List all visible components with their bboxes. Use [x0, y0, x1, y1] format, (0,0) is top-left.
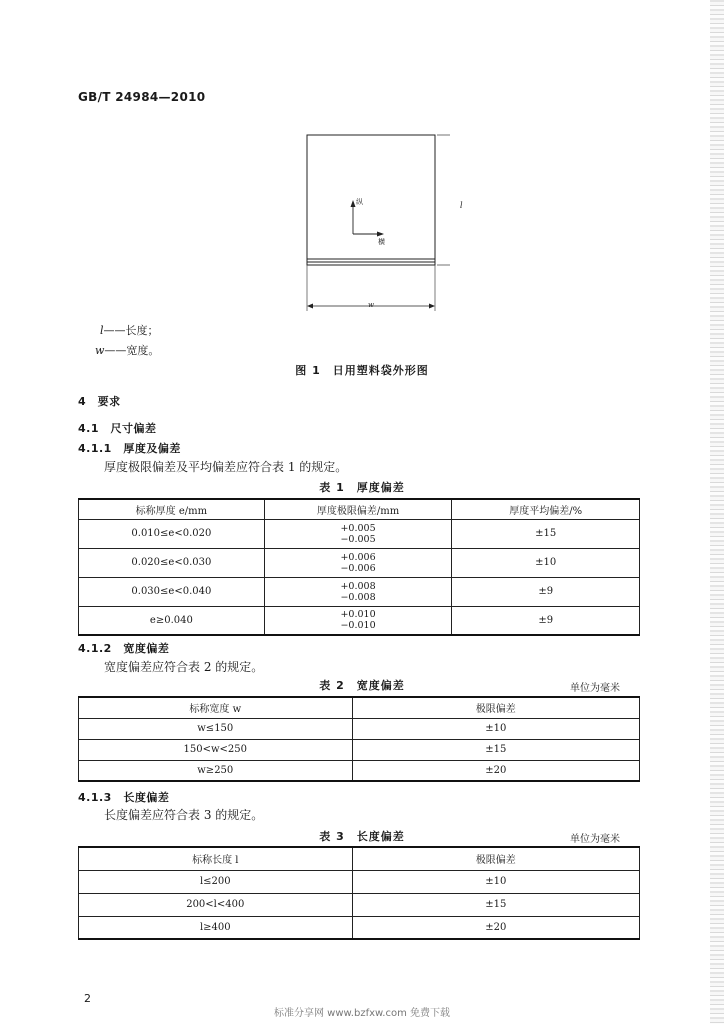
table-row [79, 519, 640, 548]
table-row [79, 739, 640, 760]
column-header: 标称宽度 w [79, 697, 353, 718]
footer-watermark: 标准分享网 www.bzfxw.com 免费下载 [274, 1008, 450, 1019]
table-cell: 150<w<250 [79, 739, 353, 760]
table-cell: ±15 [352, 739, 639, 760]
table-row [79, 870, 640, 893]
table-cell: 0.030≤e<0.040 [79, 577, 265, 606]
width-dimension-label: w [368, 301, 374, 309]
section-4-heading: 4 要求 [78, 395, 121, 408]
standard-number: GB/T 24984—2010 [78, 90, 206, 104]
section-4-1-2-text: 宽度偏差应符合表 2 的规定。 [104, 660, 264, 674]
table-cell: ±10 [352, 718, 639, 739]
arrow-right-icon [377, 232, 384, 237]
table-cell: ±9 [452, 577, 640, 606]
table-cell: 0.020≤e<0.030 [79, 548, 265, 577]
table-cell: +0.008 −0.008 [264, 577, 452, 606]
column-header: 极限偏差 [352, 847, 639, 870]
table-header-row [79, 847, 640, 870]
width-deviation-table [78, 696, 640, 782]
table-row [79, 916, 640, 939]
table-cell: 200<l<400 [79, 893, 353, 916]
arrow-left-icon [307, 304, 313, 309]
section-4-1-3-text: 长度偏差应符合表 3 的规定。 [104, 808, 264, 822]
table-cell: ±10 [352, 870, 639, 893]
legend-item-length: l——长度； [100, 324, 159, 337]
length-deviation-table [78, 846, 640, 940]
table-cell: ±10 [452, 548, 640, 577]
column-header: 厚度平均偏差/% [452, 499, 640, 519]
table-2-unit: 单位为毫米 [570, 683, 620, 694]
bag-outline-figure [300, 128, 450, 318]
table-header-row [79, 499, 640, 519]
figure-caption: 图 1 日用塑料袋外形图 [295, 364, 429, 377]
table-cell: ±15 [452, 519, 640, 548]
scan-edge [710, 0, 724, 1024]
table-cell: e≥0.040 [79, 606, 265, 635]
table-cell: l≤200 [79, 870, 353, 893]
table-cell: +0.010 −0.010 [264, 606, 452, 635]
table-3-unit: 单位为毫米 [570, 834, 620, 845]
bag-body [307, 135, 435, 265]
column-header: 标称厚度 e/mm [79, 499, 265, 519]
column-header: 极限偏差 [352, 697, 639, 718]
horizontal-direction-label: 横 [378, 238, 385, 246]
table-cell: 0.010≤e<0.020 [79, 519, 265, 548]
vertical-direction-label: 纵 [356, 198, 363, 206]
length-dimension-label: l [460, 201, 463, 210]
table-cell: +0.005 −0.005 [264, 519, 452, 548]
arrow-up-icon [351, 200, 356, 207]
table-cell: ±20 [352, 916, 639, 939]
table-3-title: 表 3 长度偏差 [319, 830, 405, 843]
table-cell: l≥400 [79, 916, 353, 939]
table-row [79, 718, 640, 739]
column-header: 厚度极限偏差/mm [264, 499, 452, 519]
table-cell: ±9 [452, 606, 640, 635]
table-cell: w≥250 [79, 760, 353, 781]
table-row [79, 577, 640, 606]
table-1-title: 表 1 厚度偏差 [319, 481, 405, 494]
table-row [79, 548, 640, 577]
section-4-1-2-heading: 4.1.2 宽度偏差 [78, 642, 170, 655]
section-4-1-heading: 4.1 尺寸偏差 [78, 422, 157, 435]
section-4-1-1-text: 厚度极限偏差及平均偏差应符合表 1 的规定。 [104, 460, 348, 474]
table-header-row [79, 697, 640, 718]
page-number: 2 [84, 992, 91, 1005]
table-cell: w≤150 [79, 718, 353, 739]
thickness-deviation-table [78, 498, 640, 636]
column-header: 标称长度 l [79, 847, 353, 870]
table-row [79, 606, 640, 635]
legend-item-width: w——宽度。 [95, 344, 160, 357]
section-4-1-3-heading: 4.1.3 长度偏差 [78, 791, 170, 804]
table-cell: ±20 [352, 760, 639, 781]
table-cell: ±15 [352, 893, 639, 916]
table-cell: +0.006 −0.006 [264, 548, 452, 577]
table-row [79, 760, 640, 781]
table-row [79, 893, 640, 916]
arrow-right-icon [429, 304, 435, 309]
section-4-1-1-heading: 4.1.1 厚度及偏差 [78, 442, 181, 455]
table-2-title: 表 2 宽度偏差 [319, 679, 405, 692]
